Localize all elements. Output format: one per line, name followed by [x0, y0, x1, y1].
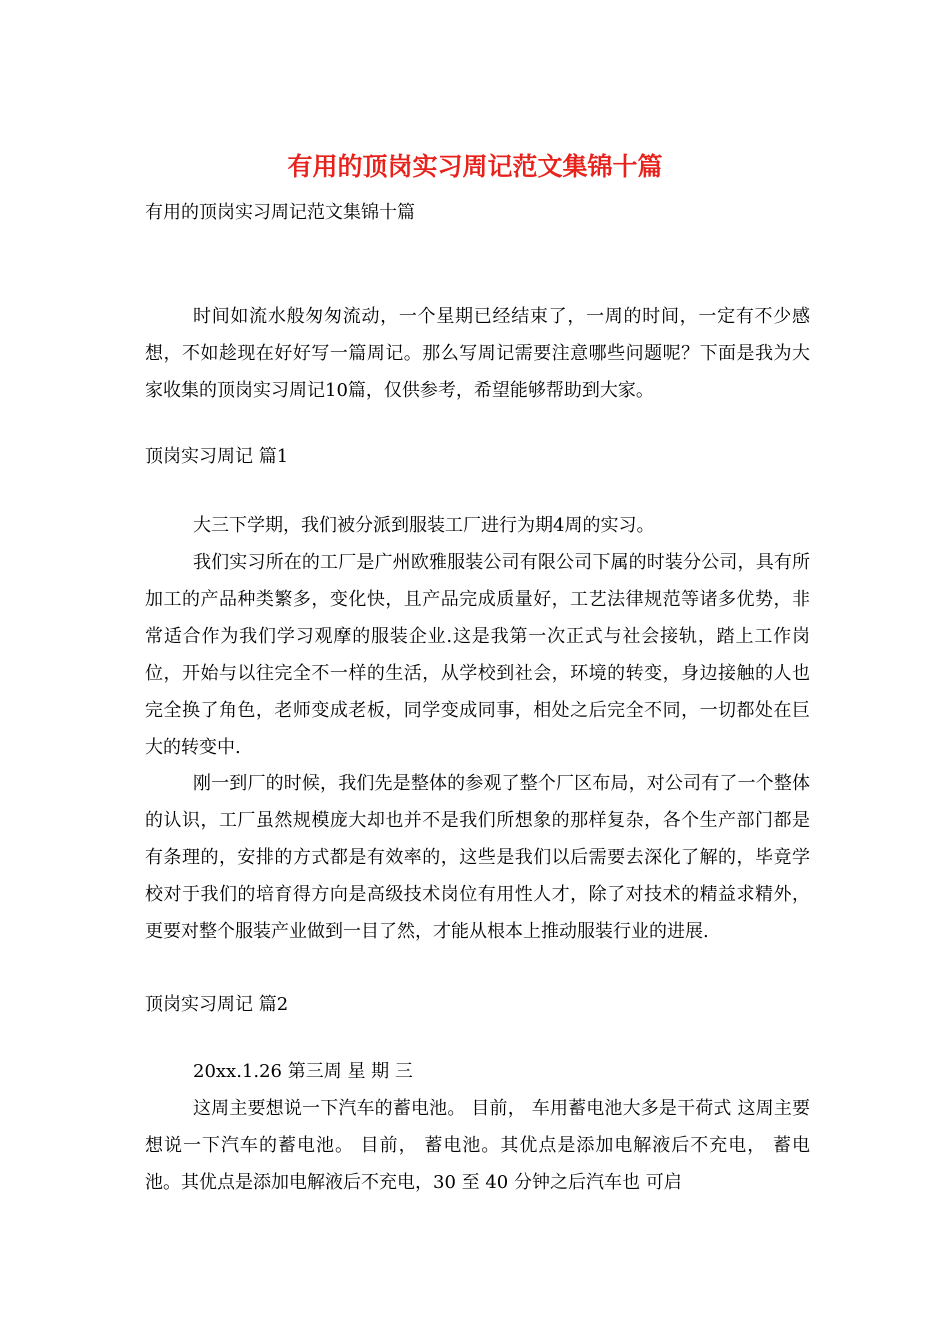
section2-dateline: 20xx.1.26 第三周 星 期 三 — [193, 1061, 413, 1082]
section1-paragraph-2: 我们实习所在的工厂是广州欧雅服装公司有限公司下属的时装分公司，具有所加工的产品种类繁多，变化快，且产品完成质量好，工艺法律规范等诸多优势，非常适合作为我们学习观摩的服装企业.这是我第一次正式与社会接轨，踏上工作岗位，开始与以往完全不一样的生活，从学校到社会，环境的转变，身边接触的人也完全换了角色，老师变成老板，同学变成同事，相处之后完全不同，一切都处在巨大的转变中. — [145, 552, 810, 758]
section-heading-1: 顶岗实习周记 篇1 — [145, 446, 289, 467]
section1-paragraph-1: 大三下学期，我们被分派到服装工厂进行为期4周的实习。 — [193, 515, 655, 536]
section2-paragraph-1: 这周主要想说一下汽车的蓄电池。 目前， 车用蓄电池大多是干荷式 这周主要想说一下汽车的蓄电池。 目前， 蓄电池。其优点是添加电解液后不充电， 蓄电池。其优点是添加电解液后不充电，30 至 40 分钟之后汽车也 可启 — [145, 1098, 810, 1193]
document-title: 有用的顶岗实习周记范文集锦十篇 — [287, 152, 663, 181]
document-subtitle: 有用的顶岗实习周记范文集锦十篇 — [145, 202, 415, 223]
section-heading-2: 顶岗实习周记 篇2 — [145, 994, 289, 1015]
section1-paragraph-3: 刚一到厂的时候，我们先是整体的参观了整个厂区布局，对公司有了一个整体的认识，工厂虽然规模庞大却也并不是我们所想象的那样复杂，各个生产部门都是有条理的，安排的方式都是有效率的，这些是我们以后需要去深化了解的，毕竟学校对于我们的培育得方向是高级技术岗位有用性人才，除了对技术的精益求精外，更要对整个服装产业做到一目了然，才能从根本上推动服装行业的进展. — [145, 773, 810, 942]
intro-paragraph: 时间如流水般匆匆流动，一个星期已经结束了，一周的时间，一定有不少感想，不如趁现在好好写一篇周记。那么写周记需要注意哪些问题呢？下面是我为大家收集的顶岗实习周记10篇，仅供参考，希望能够帮助到大家。 — [145, 306, 810, 401]
